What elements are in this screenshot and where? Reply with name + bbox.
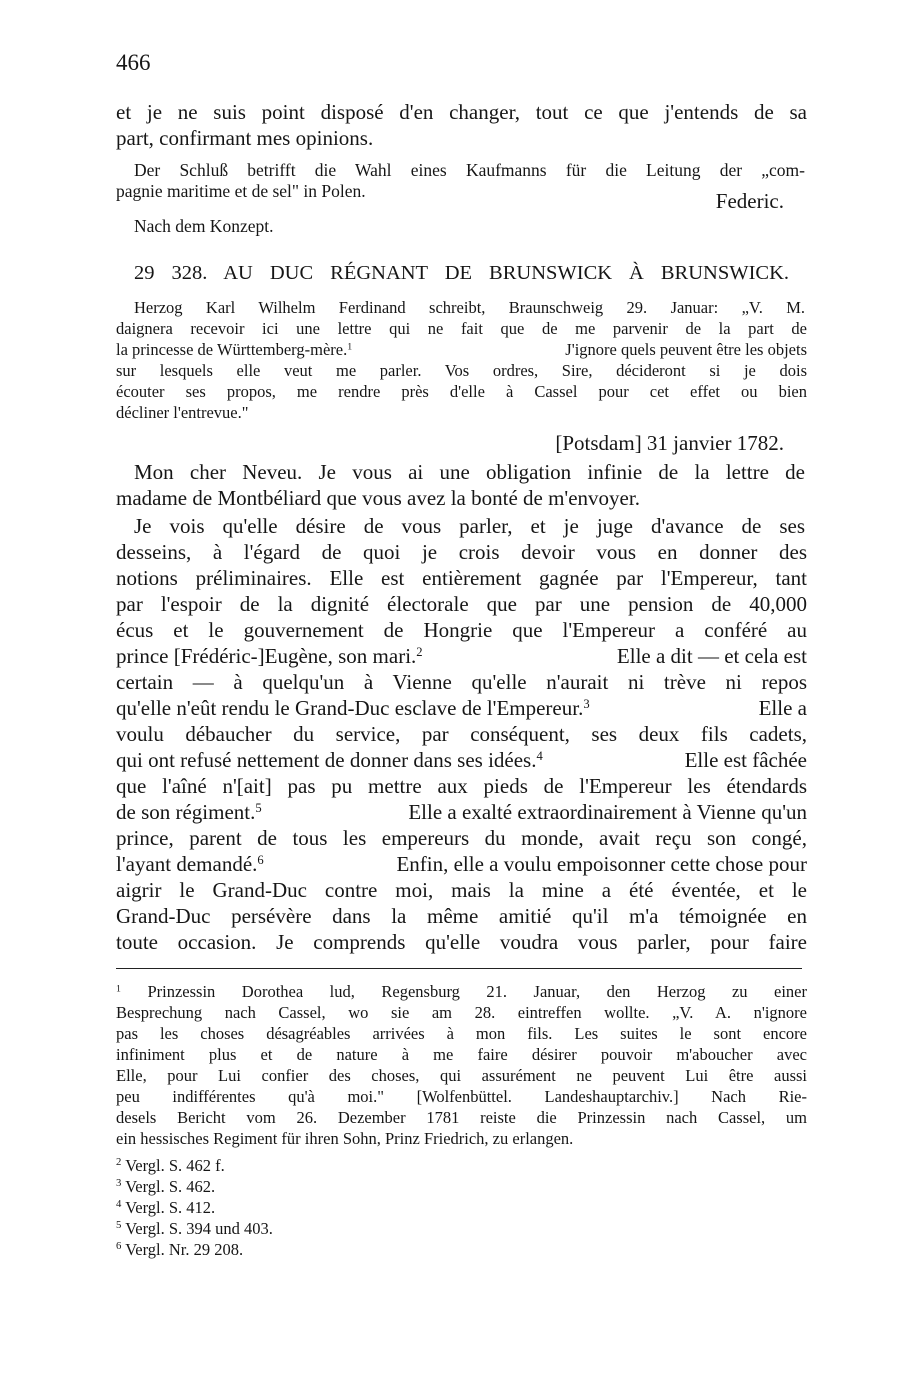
footnote-mark: 4 [116, 1198, 122, 1211]
body-line: notions préliminaires. Elle est entièrement gagnée par l'Empereur, tant [116, 566, 807, 590]
body-line: voulu débaucher du service, par conséquent, ses deux fils cadets, [116, 722, 807, 746]
footnote-mark: 5 [116, 1219, 122, 1232]
footnote-text: Vergl. S. 462. [125, 1177, 216, 1196]
note-mark: 5 [255, 801, 262, 816]
body-line: prince, parent de tous les empereurs du monde, avait reçu son congé, [116, 826, 807, 850]
footnote-4 [116, 1198, 215, 1219]
context-text: la princesse de Württemberg-mère. [116, 340, 348, 359]
context-line: daignera recevoir ici une lettre qui ne fait que de me parvenir de la part de [116, 319, 807, 338]
note-mark: 6 [257, 853, 264, 868]
footnote-mark: 1 [116, 983, 121, 995]
note-mark: 4 [536, 749, 543, 764]
context-line [116, 340, 807, 361]
opening-line: et je ne suis point disposé d'en changer, tout ce que j'entends de sa [116, 100, 807, 124]
body-line: Grand-Duc persévère dans la même amitié qu'il m'a témoignée en [116, 904, 807, 928]
footnote-text: Prinzessin Dorothea lud, Regensburg 21. Januar, den Herzog zu einer [147, 982, 807, 1001]
body-line: écus et le gouvernement de Hongrie que l'Empereur a conféré au [116, 618, 807, 642]
footnote-text: Vergl. S. 412. [125, 1198, 216, 1217]
footnote-mark: 6 [116, 1240, 122, 1253]
body-text: prince [Frédéric-]Eugène, son mari. [116, 644, 417, 668]
footnote-rule [116, 968, 802, 969]
body-text: qui ont refusé nettement de donner dans ses idées. [116, 748, 537, 772]
source-note: Nach dem Konzept. [134, 216, 274, 236]
body-line [116, 799, 807, 825]
body-line [116, 747, 807, 773]
body-line: desseins, à l'égard de quoi je crois devoir vous en donner des [116, 540, 807, 564]
footnote-1-line: desels Bericht vom 26. Dezember 1781 reiste die Prinzessin nach Cassel, um [116, 1108, 807, 1127]
footnote-3 [116, 1177, 215, 1198]
footnote-mark: 3 [116, 1177, 122, 1190]
footnote-2 [116, 1156, 225, 1177]
context-line: écouter ses propos, me rendre près d'elle à Cassel pour cet effet ou bien [116, 382, 807, 401]
body-line: Mon cher Neveu. Je vous ai une obligation infinie de la lettre de [134, 460, 805, 484]
body-line [116, 643, 807, 669]
footnote-mark: 2 [116, 1156, 122, 1169]
footnote-6 [116, 1240, 243, 1261]
body-text: l'ayant demandé. [116, 852, 258, 876]
note-mark: 2 [416, 645, 423, 660]
body-line: par l'espoir de la dignité électorale que par une pension de 40,000 [116, 592, 807, 616]
body-text: de son régiment. [116, 800, 256, 824]
note-mark: 1 [347, 341, 353, 353]
body-line [116, 695, 807, 721]
body-line [116, 851, 807, 877]
footnote-1-line: peu indifférentes qu'à moi." [Wolfenbüttel. Landeshauptarchiv.] Nach Rie- [116, 1087, 807, 1106]
body-line: Je vois qu'elle désire de vous parler, et je juge d'avance de ses [134, 514, 805, 538]
footnote-1-line: pas les choses désagréables arrivées à mon fils. Les suites le sont encore [116, 1024, 807, 1043]
footnote-1-line: Elle, pour Lui confier des choses, qui assurément ne peuvent Lui être aussi [116, 1066, 807, 1085]
context-text: J'ignore quels peuvent être les objets [565, 340, 807, 359]
body-text: Enfin, elle a voulu empoisonner cette chose pour [396, 852, 807, 876]
body-line: certain — à quelqu'un à Vienne qu'elle n'aurait ni trève ni repos [116, 670, 807, 694]
summary-line: pagnie maritime et de sel" in Polen. [116, 181, 366, 201]
footnote-text: Vergl. S. 462 f. [125, 1156, 225, 1175]
letter-heading: 29 328. AU DUC RÉGNANT DE BRUNSWICK À BRUNSWICK. [134, 262, 789, 284]
footnote-1-line: ein hessisches Regiment für ihren Sohn, Prinz Friedrich, zu erlangen. [116, 1129, 574, 1148]
body-text: Elle a exalté extraordinairement à Vienne qu'un [408, 800, 807, 824]
body-text: Elle a dit — et cela est [616, 644, 807, 668]
footnote-1-line: Besprechung nach Cassel, wo sie am 28. eintreffen wollte. „V. A. n'ignore [116, 1003, 807, 1022]
footnote-text: Vergl. S. 394 und 403. [125, 1219, 273, 1238]
summary-line: Der Schluß betrifft die Wahl eines Kaufmanns für die Leitung der „com- [134, 160, 805, 180]
footnote-text: Vergl. Nr. 29 208. [125, 1240, 244, 1259]
opening-line: part, confirmant mes opinions. [116, 126, 374, 150]
body-line: madame de Montbéliard que vous avez la bonté de m'envoyer. [116, 486, 640, 510]
body-text: Elle est fâchée [684, 748, 807, 772]
footnote-1-line: infiniment plus et de nature à me faire désirer pouvoir m'aboucher avec [116, 1045, 807, 1064]
footnote-1-line [116, 982, 807, 1003]
signature: Federic. [715, 189, 784, 213]
context-line: Herzog Karl Wilhelm Ferdinand schreibt, Braunschweig 29. Januar: „V. M. [134, 298, 805, 317]
body-line: aigrir le Grand-Duc contre moi, mais la mine a été éventée, et le [116, 878, 807, 902]
page-number: 466 [116, 50, 151, 75]
context-line: décliner l'entrevue." [116, 403, 249, 422]
body-line: que l'aîné n'[ait] pas pu mettre aux pieds de l'Empereur les étendards [116, 774, 807, 798]
footnote-5 [116, 1219, 273, 1240]
dateline: [Potsdam] 31 janvier 1782. [555, 431, 784, 455]
body-text: qu'elle n'eût rendu le Grand-Duc esclave de l'Empereur. [116, 696, 584, 720]
body-line: toute occasion. Je comprends qu'elle voudra vous parler, pour faire [116, 930, 807, 954]
body-text: Elle a [758, 696, 807, 720]
context-line: sur lesquels elle veut me parler. Vos ordres, Sire, décideront si je dois [116, 361, 807, 380]
note-mark: 3 [583, 697, 590, 712]
